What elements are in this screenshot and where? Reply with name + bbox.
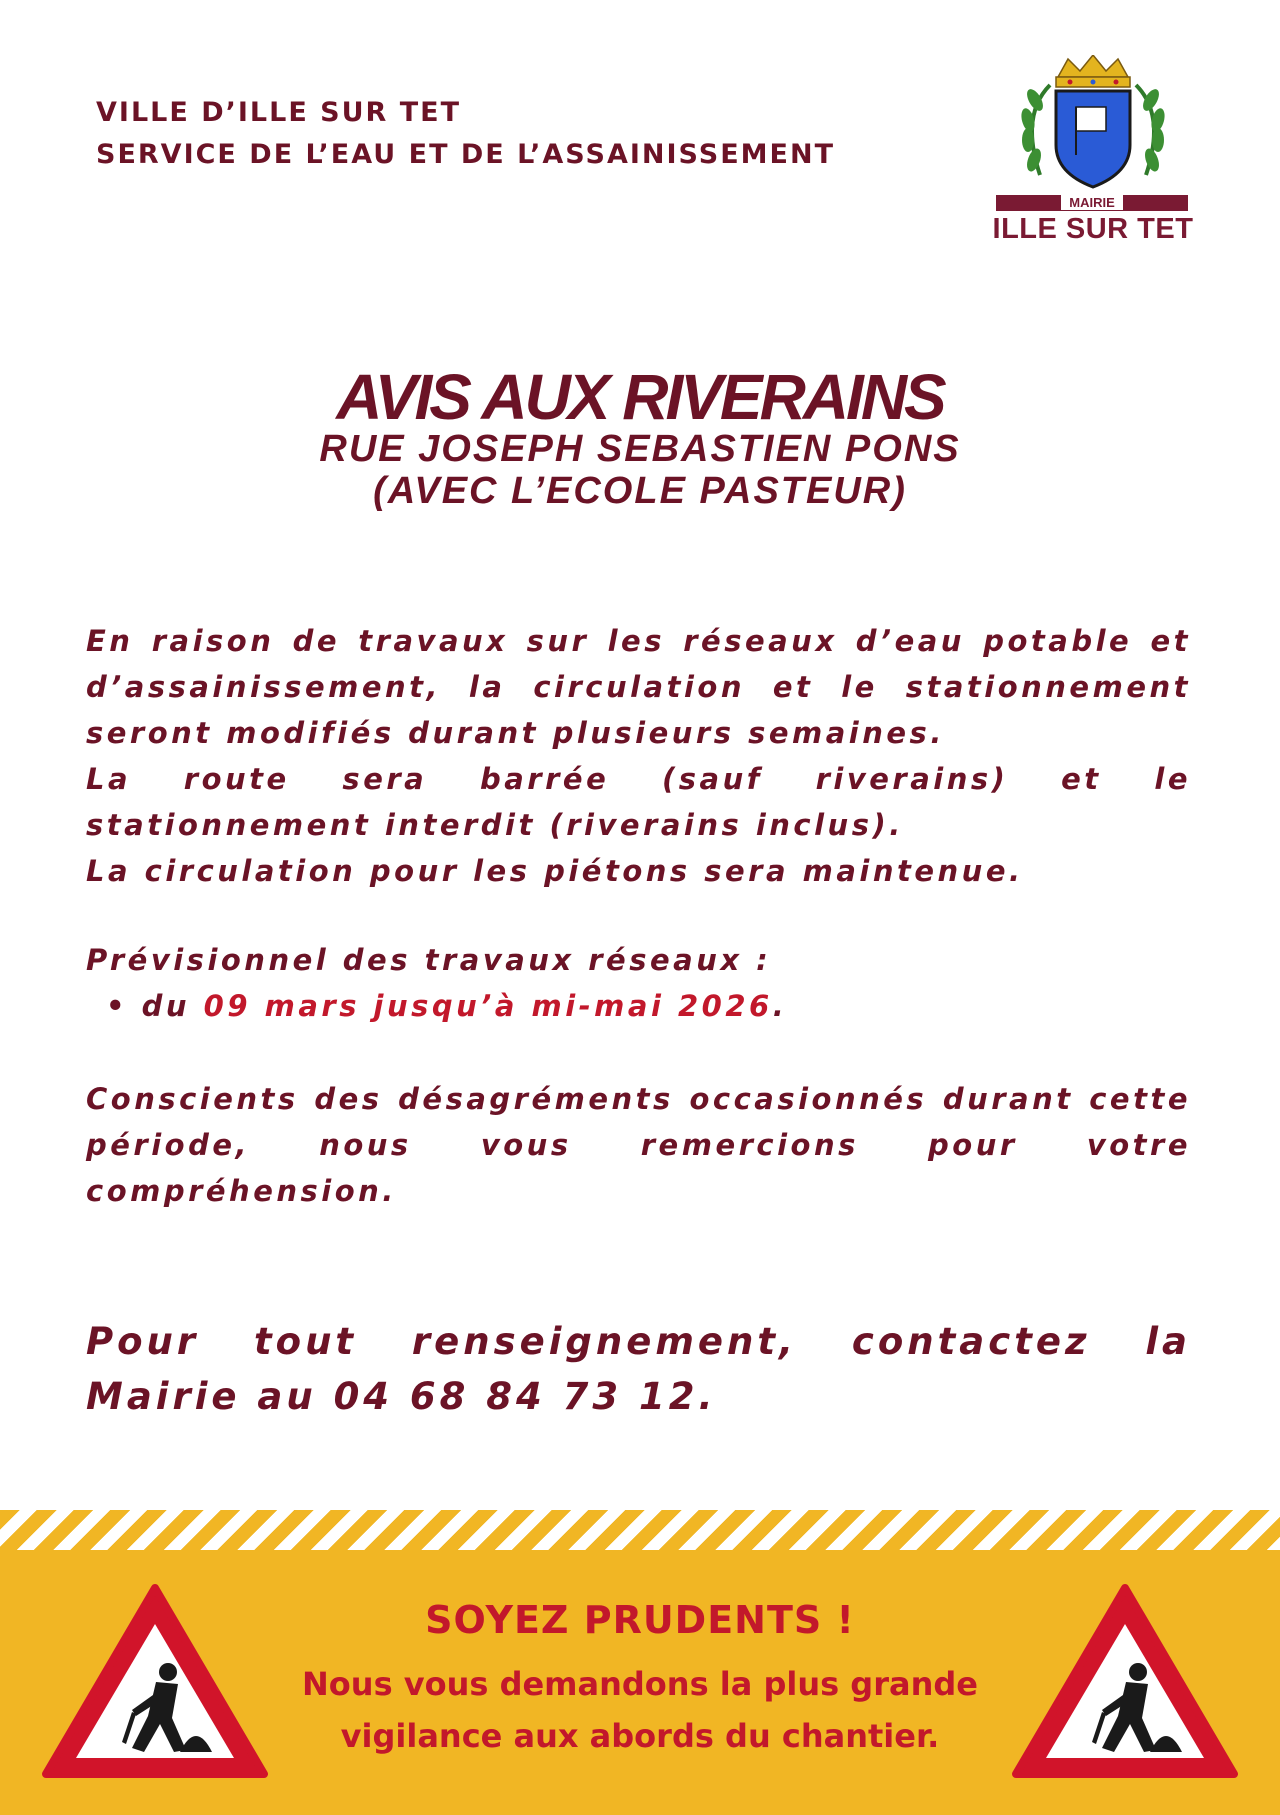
schedule-section [86, 937, 1191, 1029]
notice-title: AVIS AUX RIVERAINS [336, 361, 944, 433]
banner-message-line2: vigilance aux abords du chantier. [340, 1717, 940, 1755]
city-logo [990, 55, 1200, 255]
banner-title: SOYEZ PRUDENTS ! [425, 1598, 855, 1642]
coat-of-arms-icon [990, 55, 1196, 195]
notice-paragraph-road: La route sera barrée (sauf riverains) et le stationnement interdit (riverains inclus). [86, 762, 1191, 842]
schedule-label: Prévisionnel des travaux réseaux : [86, 943, 772, 977]
banner-message-line1: Nous vous demandons la plus grande [302, 1665, 978, 1703]
schedule-dates: 09 mars jusqu’à mi-mai 2026 [203, 989, 773, 1023]
logo-mairie-bar [996, 195, 1188, 211]
schedule-suffix: . [772, 989, 788, 1023]
contact-info: Pour tout renseignement, contactez la Mairie au 04 68 84 73 12. [86, 1320, 1191, 1418]
notice-paragraph-pedestrians: La circulation pour les piétons sera maintenue. [86, 854, 1024, 888]
hazard-stripes [0, 1510, 1280, 1550]
logo-city-name: ILLE SUR TET [992, 213, 1194, 245]
thanks-section [86, 1076, 1191, 1214]
safety-banner [0, 1510, 1280, 1815]
organization-header [96, 92, 835, 176]
banner-message [240, 1658, 1040, 1762]
schedule-item: • du 09 mars jusqu’à mi-mai 2026. [106, 989, 788, 1023]
notice-subtitle [0, 428, 1280, 512]
notice-street: RUE JOSEPH SEBASTIEN PONS [319, 428, 961, 470]
thanks-paragraph: Conscients des désagréments occasionnés durant cette période, nous vous remercions pour votre compréhension. [86, 1082, 1191, 1208]
logo-mairie-label: MAIRIE [1061, 195, 1123, 210]
schedule-prefix: du [141, 989, 191, 1023]
notice-paragraph-works: En raison de travaux sur les réseaux d’eau potable et d’assainissement, la circulation et le stationnement seront modifiés durant plusieurs semaines. [86, 624, 1191, 750]
notice-school: (AVEC L’ECOLE PASTEUR) [373, 470, 907, 512]
organization-service: SERVICE DE L’EAU ET DE L’ASSAINISSEMENT [96, 139, 835, 170]
organization-city: VILLE D’ILLE SUR TET [96, 97, 462, 128]
roadworks-sign-icon [1010, 1580, 1240, 1780]
notice-body [86, 618, 1191, 894]
